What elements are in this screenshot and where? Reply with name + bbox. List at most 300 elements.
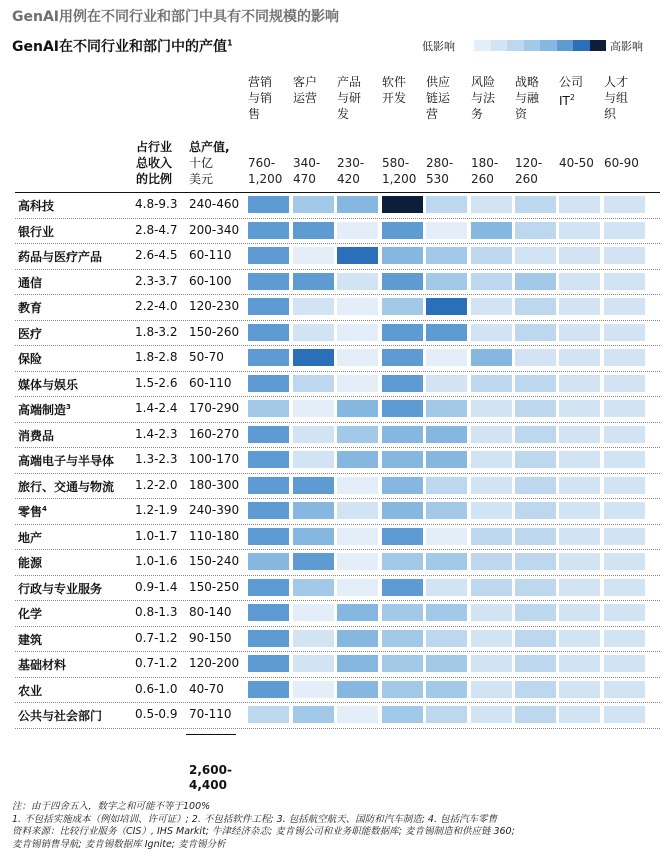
industry-revenue-share: 0.6-1.0: [135, 681, 178, 696]
heatmap-cell: [471, 451, 512, 468]
industry-revenue-share: 1.8-3.2: [135, 324, 178, 339]
heatmap-cell: [471, 375, 512, 392]
heatmap-cell: [559, 324, 600, 341]
legend-swatch: [524, 40, 541, 51]
heatmap-cell: [337, 222, 378, 239]
heatmap-cell: [382, 451, 423, 468]
heatmap-cell: [248, 477, 289, 494]
row-divider: [15, 218, 660, 219]
heatmap-cell: [293, 196, 334, 213]
function-name: 人才 与组 织: [604, 75, 629, 121]
heatmap-cell: [337, 477, 378, 494]
industry-label: [18, 223, 54, 240]
function-value-range: 230- 420: [337, 156, 365, 186]
industry-revenue-share: 2.3-3.7: [135, 273, 178, 288]
heatmap-cell: [604, 273, 645, 290]
heatmap-cell: [382, 655, 423, 672]
heatmap-cell: [337, 502, 378, 519]
heatmap-cell: [515, 706, 556, 723]
heatmap-cell: [471, 222, 512, 239]
heatmap-cell: [515, 579, 556, 596]
heatmap-cell: [248, 196, 289, 213]
heatmap-cell: [337, 196, 378, 213]
heatmap-cell: [426, 655, 467, 672]
heatmap-cell: [426, 196, 467, 213]
row-divider: [15, 243, 660, 244]
industry-total-value: 200-340: [189, 222, 240, 237]
industry-name: 农业: [18, 683, 43, 698]
heatmap-cell: [515, 324, 556, 341]
industry-label: [18, 503, 47, 520]
total-rule: [186, 734, 236, 735]
row-divider: [15, 600, 660, 601]
chart-title: [12, 36, 233, 56]
heatmap-cell: [248, 349, 289, 366]
share-column-header: 占行业 总收入 的比例: [136, 140, 173, 186]
heatmap-cell: [604, 553, 645, 570]
heatmap-cell: [471, 196, 512, 213]
row-divider: [15, 396, 660, 397]
table-top-rule: [15, 192, 660, 193]
heatmap-cell: [382, 349, 423, 366]
heatmap-cell: [559, 579, 600, 596]
industry-total-value: 40-70: [189, 681, 224, 696]
industry-total-value: 100-170: [189, 452, 240, 466]
function-value-range: 760- 1,200: [248, 156, 283, 186]
heatmap-cell: [604, 298, 645, 315]
heatmap-cell: [515, 451, 556, 468]
industry-name: 旅行、交通与物流: [18, 479, 115, 494]
industry-total-value: 70-110: [189, 707, 232, 721]
heatmap-cell: [293, 298, 334, 315]
heatmap-cell: [604, 222, 645, 239]
function-value-range: 40-50: [559, 156, 594, 170]
heatmap-cell: [293, 477, 334, 494]
function-name: 营销 与销 售: [248, 75, 273, 121]
heatmap-cell: [426, 502, 467, 519]
value-column-header: [189, 139, 230, 187]
heatmap-cell: [293, 655, 334, 672]
heatmap-cell: [471, 349, 512, 366]
industry-revenue-share: 0.5-0.9: [135, 707, 178, 721]
heatmap-cell: [471, 324, 512, 341]
heatmap-cell: [426, 579, 467, 596]
heatmap-cell: [337, 553, 378, 570]
heatmap-cell: [337, 324, 378, 341]
heatmap-cell: [248, 553, 289, 570]
function-column-header: [515, 74, 553, 122]
heatmap-cell: [293, 553, 334, 570]
industry-name: 保险: [18, 352, 43, 366]
heatmap-cell: [248, 502, 289, 519]
function-column-header: [337, 74, 375, 122]
heatmap-cell: [337, 451, 378, 468]
heatmap-cell: [248, 324, 289, 341]
heatmap-cell: [382, 706, 423, 723]
heatmap-cell: [426, 681, 467, 698]
heatmap-cell: [559, 222, 600, 239]
function-column-header: [559, 74, 597, 109]
heatmap-cell: [604, 375, 645, 392]
heatmap-cell: [559, 528, 600, 545]
row-divider: [15, 651, 660, 652]
footnote-line: 资料来源：比较行业服务（CIS）, IHS Markit; 牛津经济杂志; 麦肯锡公司和业务职能数据库; 麦肯锡制造和供应链 360;: [12, 826, 515, 837]
heatmap-cell: [559, 451, 600, 468]
heatmap-cell: [559, 681, 600, 698]
row-divider: [15, 345, 660, 346]
function-footnote-mark: 2: [569, 93, 575, 102]
heatmap-cell: [515, 553, 556, 570]
industry-footnote-mark: 4: [42, 505, 47, 513]
industry-revenue-share: 0.9-1.4: [135, 579, 178, 594]
heatmap-cell: [515, 681, 556, 698]
industry-total-value: 180-300: [189, 477, 240, 492]
heatmap-cell: [337, 528, 378, 545]
industry-name: 消费品: [18, 428, 55, 443]
function-value-range: 120- 260: [515, 156, 543, 186]
industry-revenue-share: 1.0-1.6: [135, 554, 178, 568]
heatmap-cell: [515, 222, 556, 239]
heatmap-cell: [426, 604, 467, 621]
legend-color-scale: [474, 40, 606, 51]
industry-total-value: 110-180: [189, 528, 240, 543]
heatmap-cell: [337, 681, 378, 698]
heatmap-cell: [293, 324, 334, 341]
industry-label: [18, 376, 78, 393]
industry-label: [18, 274, 42, 291]
row-divider: [15, 498, 660, 499]
function-name: 供应 链运 营: [426, 75, 451, 121]
industry-total-value: 50-70: [189, 350, 224, 364]
heatmap-cell: [515, 630, 556, 647]
heatmap-cell: [248, 528, 289, 545]
heatmap-cell: [293, 706, 334, 723]
industry-total-value: 60-110: [189, 375, 232, 390]
function-column-header: [248, 74, 286, 122]
legend-swatch: [491, 40, 508, 51]
heatmap-cell: [293, 604, 334, 621]
heatmap-cell: [471, 477, 512, 494]
heatmap-cell: [604, 477, 645, 494]
heatmap-cell: [248, 426, 289, 443]
heatmap-cell: [382, 426, 423, 443]
heatmap-cell: [293, 375, 334, 392]
heatmap-cell: [515, 247, 556, 264]
industry-label: [18, 350, 42, 367]
legend-swatch: [557, 40, 574, 51]
industry-label: [18, 605, 42, 622]
function-name: 产品 与研 发: [337, 75, 362, 121]
industry-name: 零售: [18, 505, 43, 519]
industry-name: 银行业: [18, 224, 55, 239]
heatmap-cell: [382, 604, 423, 621]
row-divider: [15, 524, 660, 525]
industry-revenue-share: 4.8-9.3: [135, 197, 178, 211]
heatmap-cell: [248, 247, 289, 264]
heatmap-cell: [293, 426, 334, 443]
heatmap-cell: [515, 604, 556, 621]
value-column-header-bold: 总产值,: [189, 140, 230, 154]
heatmap-cell: [337, 273, 378, 290]
heatmap-cell: [382, 477, 423, 494]
heatmap-cell: [248, 655, 289, 672]
heatmap-cell: [337, 298, 378, 315]
industry-name: 医疗: [18, 326, 43, 341]
industry-revenue-share: 1.8-2.8: [135, 350, 178, 364]
function-value-range: 180- 260: [471, 156, 499, 186]
function-value-range: 60-90: [604, 156, 639, 170]
heatmap-cell: [515, 426, 556, 443]
function-name: 公司 IT: [559, 75, 584, 108]
heatmap-cell: [604, 579, 645, 596]
function-column-header: [471, 74, 509, 122]
industry-revenue-share: 0.7-1.2: [135, 630, 178, 645]
industry-name: 药品与医疗产品: [18, 250, 103, 264]
industry-label: [18, 401, 71, 418]
heatmap-cell: [559, 426, 600, 443]
industry-name: 高端制造: [18, 403, 67, 417]
industry-revenue-share: 2.8-4.7: [135, 222, 178, 237]
function-value-range: 280- 530: [426, 156, 454, 186]
heatmap-cell: [293, 247, 334, 264]
industry-footnote-mark: 3: [66, 403, 71, 411]
heatmap-cell: [471, 604, 512, 621]
industry-label: [18, 478, 114, 495]
footnotes: [12, 801, 515, 851]
legend-swatch: [474, 40, 491, 51]
heatmap-cell: [604, 196, 645, 213]
row-divider: [15, 575, 660, 576]
heatmap-cell: [471, 706, 512, 723]
heatmap-cell: [337, 579, 378, 596]
heatmap-cell: [426, 706, 467, 723]
heatmap-cell: [337, 375, 378, 392]
function-column-header: [382, 74, 420, 106]
heatmap-cell: [248, 451, 289, 468]
heatmap-cell: [559, 349, 600, 366]
legend-high-label: 高影响: [610, 40, 643, 53]
heatmap-cell: [248, 273, 289, 290]
heatmap-cell: [471, 247, 512, 264]
heatmap-cell: [604, 400, 645, 417]
heatmap-cell: [293, 681, 334, 698]
heatmap-cell: [248, 298, 289, 315]
heatmap-cell: [248, 400, 289, 417]
heatmap-cell: [559, 196, 600, 213]
heatmap-cell: [337, 630, 378, 647]
industry-revenue-share: 1.2-1.9: [135, 503, 178, 517]
heatmap-cell: [604, 324, 645, 341]
heatmap-cell: [604, 451, 645, 468]
heatmap-cell: [382, 324, 423, 341]
heatmap-cell: [382, 247, 423, 264]
heatmap-cell: [604, 655, 645, 672]
heatmap-cell: [382, 528, 423, 545]
heatmap-cell: [471, 426, 512, 443]
heatmap-cell: [559, 706, 600, 723]
industry-name: 媒体与娱乐: [18, 377, 79, 392]
industry-total-value: 240-460: [189, 197, 240, 211]
heatmap-cell: [604, 426, 645, 443]
industry-revenue-share: 0.8-1.3: [135, 605, 178, 619]
industry-label: [18, 248, 102, 265]
industry-total-value: 170-290: [189, 401, 240, 415]
function-value-range: 340- 470: [293, 156, 321, 186]
heatmap-cell: [559, 553, 600, 570]
heatmap-cell: [426, 477, 467, 494]
industry-total-value: 150-240: [189, 554, 240, 568]
heatmap-cell: [515, 502, 556, 519]
heatmap-cell: [559, 477, 600, 494]
footnote-line: 注：由于四舍五入，数字之和可能不等于100%: [12, 801, 211, 812]
heatmap-cell: [293, 349, 334, 366]
industry-name: 地产: [18, 530, 43, 545]
legend-swatch: [507, 40, 524, 51]
function-column-header: [426, 74, 464, 122]
industry-total-value: 80-140: [189, 605, 232, 619]
heatmap-cell: [337, 604, 378, 621]
heatmap-cell: [515, 349, 556, 366]
heatmap-cell: [426, 273, 467, 290]
heatmap-cell: [293, 579, 334, 596]
heatmap-cell: [337, 400, 378, 417]
heatmap-cell: [471, 400, 512, 417]
industry-label: [18, 452, 114, 469]
heatmap-cell: [471, 298, 512, 315]
heatmap-cell: [293, 273, 334, 290]
footnote-line: 麦肯锡销售导航; 麦肯锡数据库 Ignite; 麦肯锡分析: [12, 838, 226, 850]
heatmap-cell: [426, 400, 467, 417]
heatmap-cell: [604, 706, 645, 723]
heatmap-cell: [382, 681, 423, 698]
industry-revenue-share: 1.2-2.0: [135, 477, 178, 492]
heatmap-cell: [471, 273, 512, 290]
industry-total-value: 90-150: [189, 630, 232, 645]
heatmap-cell: [515, 298, 556, 315]
industry-name: 教育: [18, 301, 43, 315]
heatmap-cell: [293, 222, 334, 239]
heatmap-cell: [604, 681, 645, 698]
industry-name: 建筑: [18, 632, 43, 647]
heatmap-cell: [382, 630, 423, 647]
heatmap-cell: [293, 451, 334, 468]
industry-label: [18, 580, 102, 597]
industry-total-value: 60-110: [189, 248, 232, 262]
industry-revenue-share: 0.7-1.2: [135, 656, 178, 670]
heatmap-cell: [426, 298, 467, 315]
heatmap-cell: [515, 528, 556, 545]
row-divider: [15, 549, 660, 550]
function-name: 风险 与法 务: [471, 75, 496, 121]
heatmap-cell: [471, 502, 512, 519]
industry-revenue-share: 1.5-2.6: [135, 375, 178, 390]
industry-name: 高端电子与半导体: [18, 454, 115, 468]
heatmap-cell: [293, 630, 334, 647]
industry-revenue-share: 2.2-4.0: [135, 299, 178, 313]
heatmap-cell: [471, 579, 512, 596]
heatmap-cell: [515, 400, 556, 417]
heatmap-cell: [426, 426, 467, 443]
heatmap-cell: [248, 681, 289, 698]
industry-label: [18, 427, 54, 444]
legend-swatch: [590, 40, 607, 51]
heatmap-cell: [515, 655, 556, 672]
function-name: 战略 与融 资: [515, 75, 540, 121]
heatmap-cell: [426, 222, 467, 239]
total-value: 2,600- 4,400: [189, 763, 232, 792]
heatmap-cell: [426, 451, 467, 468]
heatmap-cell: [248, 604, 289, 621]
row-divider: [15, 702, 660, 703]
industry-name: 行政与专业服务: [18, 581, 103, 596]
industry-label: [18, 299, 42, 316]
heatmap-cell: [337, 349, 378, 366]
row-divider: [15, 447, 660, 448]
industry-revenue-share: 1.3-2.3: [135, 452, 178, 466]
chart-title-footnote-mark: 1: [227, 38, 233, 48]
industry-name: 能源: [18, 556, 43, 570]
industry-name: 化学: [18, 607, 43, 621]
heatmap-cell: [248, 579, 289, 596]
heatmap-cell: [248, 630, 289, 647]
heatmap-cell: [382, 196, 423, 213]
industry-revenue-share: 1.4-2.3: [135, 426, 178, 441]
function-column-header: [604, 74, 642, 122]
heatmap-cell: [248, 222, 289, 239]
heatmap-cell: [426, 630, 467, 647]
heatmap-cell: [559, 375, 600, 392]
page-top-title: GenAI用例在不同行业和部门中具有不同规模的影响: [12, 9, 339, 25]
heatmap-cell: [515, 196, 556, 213]
heatmap-cell: [382, 375, 423, 392]
heatmap-cell: [559, 247, 600, 264]
heatmap-cell: [471, 681, 512, 698]
heatmap-cell: [293, 528, 334, 545]
row-divider: [15, 677, 660, 678]
industry-total-value: 120-230: [189, 299, 240, 313]
heatmap-cell: [471, 528, 512, 545]
heatmap-cell: [604, 630, 645, 647]
row-divider: [15, 320, 660, 321]
industry-label: [18, 682, 42, 699]
heatmap-cell: [559, 655, 600, 672]
industry-revenue-share: 2.6-4.5: [135, 248, 178, 262]
heatmap-cell: [559, 604, 600, 621]
industry-label: [18, 529, 42, 546]
heatmap-cell: [604, 528, 645, 545]
heatmap-cell: [559, 502, 600, 519]
industry-total-value: 240-390: [189, 503, 240, 517]
heatmap-cell: [515, 375, 556, 392]
heatmap-cell: [382, 400, 423, 417]
industry-label: [18, 631, 42, 648]
heatmap-cell: [471, 553, 512, 570]
heatmap-cell: [471, 655, 512, 672]
heatmap-cell: [604, 604, 645, 621]
heatmap-cell: [248, 375, 289, 392]
industry-label: [18, 707, 102, 724]
row-divider: [15, 626, 660, 627]
heatmap-cell: [426, 247, 467, 264]
heatmap-cell: [604, 247, 645, 264]
industry-total-value: 120-200: [189, 656, 240, 670]
heatmap-cell: [426, 349, 467, 366]
heatmap-cell: [559, 298, 600, 315]
legend-swatch: [540, 40, 557, 51]
industry-revenue-share: 1.0-1.7: [135, 528, 178, 543]
heatmap-cell: [337, 655, 378, 672]
row-divider: [15, 371, 660, 372]
